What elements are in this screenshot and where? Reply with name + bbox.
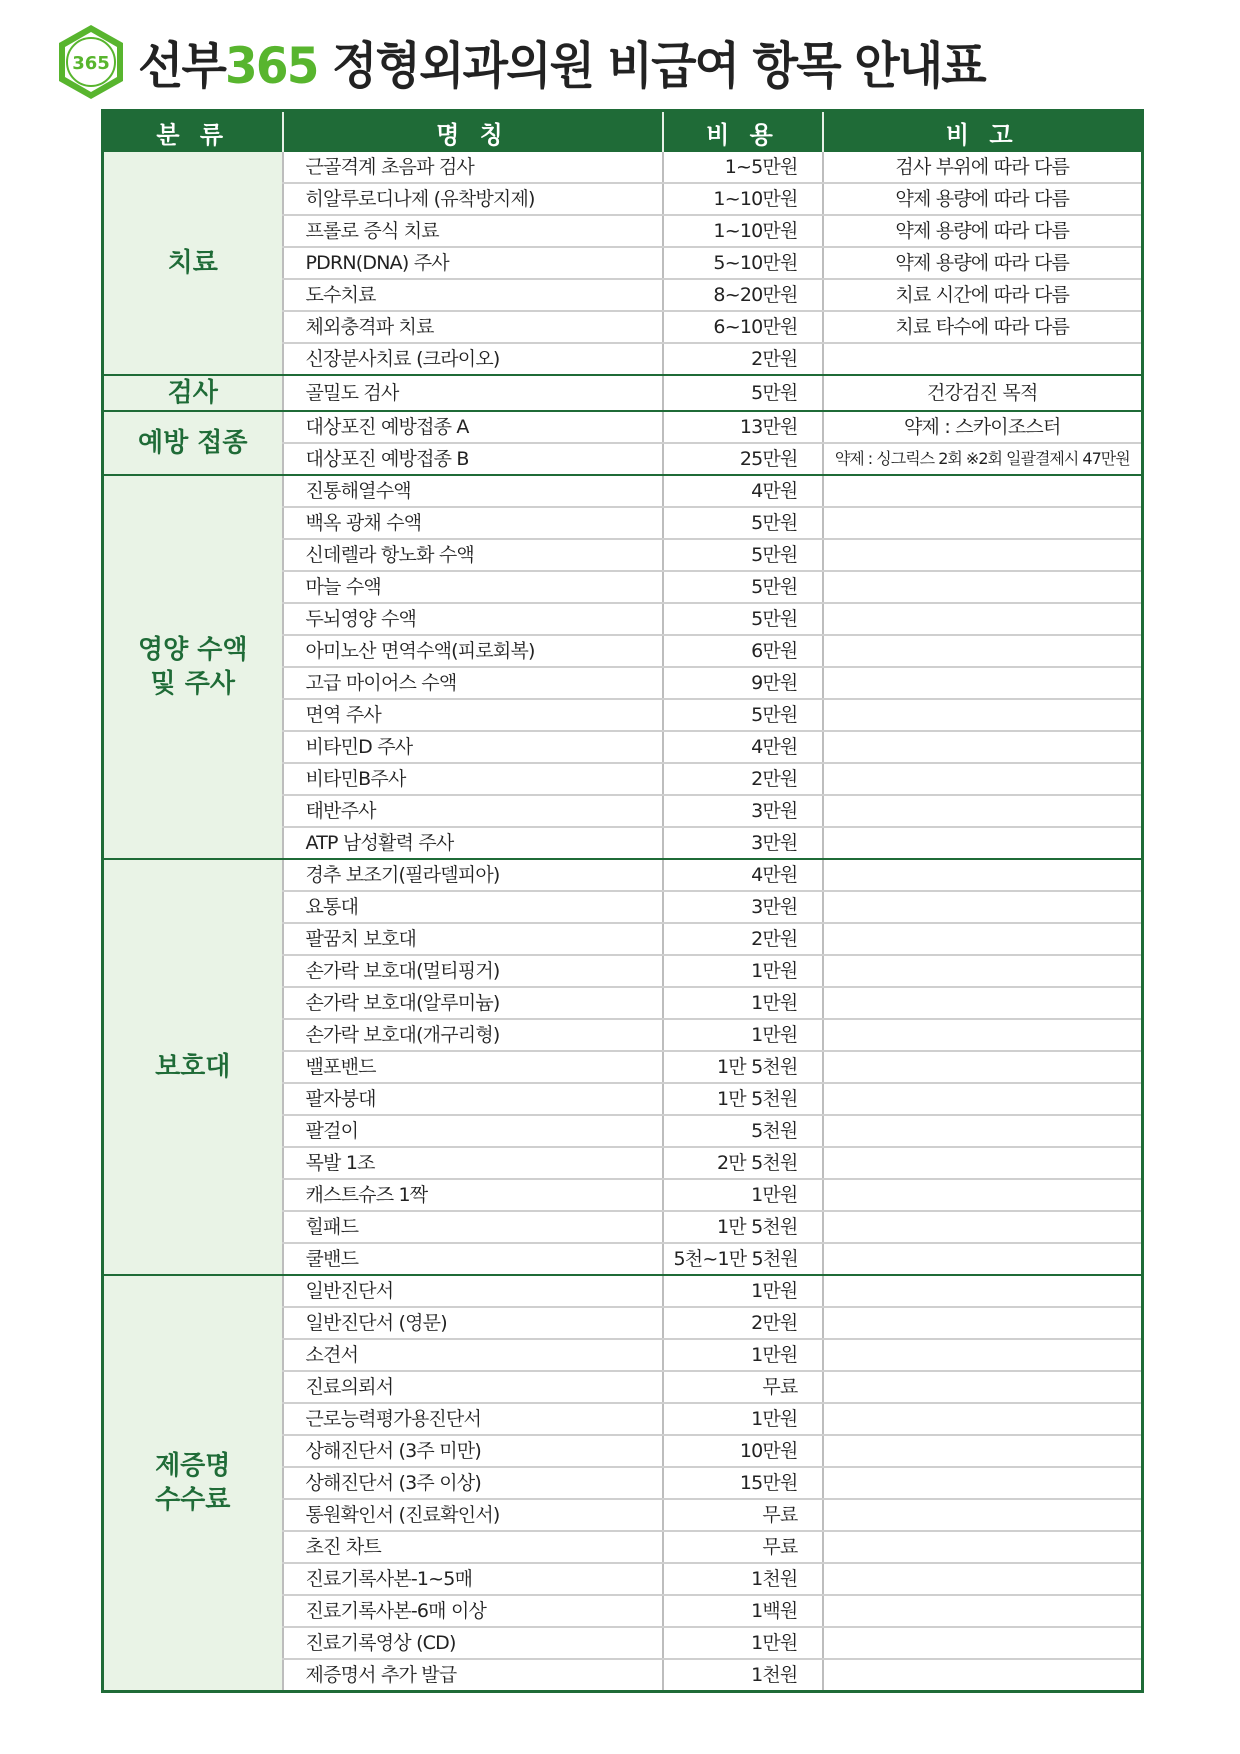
category-cell: 검사	[103, 375, 283, 411]
item-cost: 25만원	[663, 443, 823, 475]
item-note	[823, 1147, 1143, 1179]
item-cost: 1만원	[663, 1339, 823, 1371]
item-name: 신데렐라 항노화 수액	[283, 539, 663, 571]
item-note	[823, 1531, 1143, 1563]
item-cost: 무료	[663, 1499, 823, 1531]
item-cost: 5만원	[663, 539, 823, 571]
item-name: 태반주사	[283, 795, 663, 827]
clinic-logo	[56, 23, 126, 101]
item-note	[823, 923, 1143, 955]
item-cost: 무료	[663, 1371, 823, 1403]
item-name: 고급 마이어스 수액	[283, 667, 663, 699]
item-note	[823, 1275, 1143, 1307]
item-note	[823, 1563, 1143, 1595]
item-name: 힐패드	[283, 1211, 663, 1243]
header-name: 명 칭	[283, 111, 663, 153]
table-row	[103, 375, 1143, 411]
item-note	[823, 1659, 1143, 1692]
item-name: 두뇌영양 수액	[283, 603, 663, 635]
table-row	[103, 411, 1143, 443]
item-note	[823, 1179, 1143, 1211]
item-cost: 5~10만원	[663, 247, 823, 279]
item-note	[823, 987, 1143, 1019]
item-name: 상해진단서 (3주 미만)	[283, 1435, 663, 1467]
title-accent: 365	[225, 37, 318, 95]
item-name: 캐스트슈즈 1짝	[283, 1179, 663, 1211]
item-cost: 5만원	[663, 507, 823, 539]
item-note: 약제 : 스카이조스터	[823, 411, 1143, 443]
item-name: 골밀도 검사	[283, 375, 663, 411]
item-cost: 6만원	[663, 635, 823, 667]
item-note: 건강검진 목적	[823, 375, 1143, 411]
item-cost: 2만원	[663, 763, 823, 795]
item-note	[823, 507, 1143, 539]
item-cost: 1~10만원	[663, 183, 823, 215]
item-note	[823, 891, 1143, 923]
item-cost: 5천원	[663, 1115, 823, 1147]
item-cost: 6~10만원	[663, 311, 823, 343]
item-cost: 10만원	[663, 1435, 823, 1467]
item-name: 체외충격파 치료	[283, 311, 663, 343]
item-name: 일반진단서	[283, 1275, 663, 1307]
item-cost: 5만원	[663, 603, 823, 635]
item-cost: 3만원	[663, 795, 823, 827]
item-name: 진료기록사본-6매 이상	[283, 1595, 663, 1627]
item-name: 비타민D 주사	[283, 731, 663, 763]
item-cost: 1천원	[663, 1563, 823, 1595]
item-cost: 1만원	[663, 1275, 823, 1307]
item-note	[823, 795, 1143, 827]
item-cost: 1~10만원	[663, 215, 823, 247]
item-cost: 1만원	[663, 1019, 823, 1051]
item-note	[823, 1051, 1143, 1083]
page-title	[138, 26, 985, 98]
item-cost: 1만 5천원	[663, 1051, 823, 1083]
item-cost: 1~5만원	[663, 152, 823, 183]
item-name: 히알루로디나제 (유착방지제)	[283, 183, 663, 215]
item-cost: 1만 5천원	[663, 1211, 823, 1243]
item-name: 목발 1조	[283, 1147, 663, 1179]
item-cost: 1만원	[663, 1179, 823, 1211]
fee-table	[101, 109, 1144, 1693]
item-name: 상해진단서 (3주 이상)	[283, 1467, 663, 1499]
item-cost: 9만원	[663, 667, 823, 699]
item-note	[823, 699, 1143, 731]
item-cost: 4만원	[663, 475, 823, 507]
item-name: ATP 남성활력 주사	[283, 827, 663, 859]
item-name: 일반진단서 (영문)	[283, 1307, 663, 1339]
item-cost: 13만원	[663, 411, 823, 443]
item-name: 경추 보조기(필라델피아)	[283, 859, 663, 891]
item-cost: 1만 5천원	[663, 1083, 823, 1115]
item-note: 치료 시간에 따라 다름	[823, 279, 1143, 311]
table-row	[103, 1275, 1143, 1307]
title-prefix: 선부	[138, 37, 226, 95]
category-cell: 영양 수액 및 주사	[103, 475, 283, 859]
item-note	[823, 1435, 1143, 1467]
header-note: 비 고	[823, 111, 1143, 153]
item-name: 프롤로 증식 치료	[283, 215, 663, 247]
item-name: 진료의뢰서	[283, 1371, 663, 1403]
item-note	[823, 635, 1143, 667]
item-name: 마늘 수액	[283, 571, 663, 603]
item-note: 약제 용량에 따라 다름	[823, 183, 1143, 215]
item-name: 아미노산 면역수액(피로회복)	[283, 635, 663, 667]
item-name: 진료기록영상 (CD)	[283, 1627, 663, 1659]
fee-table-body	[103, 152, 1143, 1692]
item-note	[823, 603, 1143, 635]
header-category: 분 류	[103, 111, 283, 153]
item-note	[823, 1115, 1143, 1147]
logo-text: 365	[72, 53, 110, 74]
item-name: 근로능력평가용진단서	[283, 1403, 663, 1435]
item-name: 도수치료	[283, 279, 663, 311]
item-name: 신장분사치료 (크라이오)	[283, 343, 663, 375]
item-note	[823, 343, 1143, 375]
item-cost: 2만원	[663, 343, 823, 375]
item-name: 제증명서 추가 발급	[283, 1659, 663, 1692]
item-note	[823, 859, 1143, 891]
item-cost: 3만원	[663, 827, 823, 859]
item-cost: 1천원	[663, 1659, 823, 1692]
item-cost: 1만원	[663, 955, 823, 987]
item-name: 진료기록사본-1~5매	[283, 1563, 663, 1595]
item-note	[823, 1339, 1143, 1371]
item-note	[823, 955, 1143, 987]
item-name: 비타민B주사	[283, 763, 663, 795]
item-name: 팔걸이	[283, 1115, 663, 1147]
item-name: 팔꿈치 보호대	[283, 923, 663, 955]
item-name: 손가락 보호대(멀티핑거)	[283, 955, 663, 987]
item-name: 대상포진 예방접종 A	[283, 411, 663, 443]
category-cell: 치료	[103, 152, 283, 375]
title-suffix: 정형외과의원 비급여 항목 안내표	[332, 37, 985, 95]
item-name: 진통해열수액	[283, 475, 663, 507]
item-note: 검사 부위에 따라 다름	[823, 152, 1143, 183]
item-cost: 무료	[663, 1531, 823, 1563]
item-note	[823, 1083, 1143, 1115]
item-cost: 1만원	[663, 1627, 823, 1659]
item-note	[823, 1371, 1143, 1403]
item-name: 초진 차트	[283, 1531, 663, 1563]
item-cost: 15만원	[663, 1467, 823, 1499]
item-name: 통원확인서 (진료확인서)	[283, 1499, 663, 1531]
item-note	[823, 667, 1143, 699]
item-note	[823, 1595, 1143, 1627]
header-cost: 비 용	[663, 111, 823, 153]
item-note	[823, 1627, 1143, 1659]
item-name: 밸포밴드	[283, 1051, 663, 1083]
item-cost: 5만원	[663, 375, 823, 411]
item-note	[823, 539, 1143, 571]
page-header	[56, 18, 1186, 106]
item-note	[823, 571, 1143, 603]
category-cell: 보호대	[103, 859, 283, 1275]
item-name: 근골격계 초음파 검사	[283, 152, 663, 183]
item-cost: 2만 5천원	[663, 1147, 823, 1179]
item-note	[823, 731, 1143, 763]
item-note	[823, 827, 1143, 859]
item-cost: 2만원	[663, 1307, 823, 1339]
item-note	[823, 1019, 1143, 1051]
item-cost: 4만원	[663, 859, 823, 891]
item-cost: 4만원	[663, 731, 823, 763]
item-note	[823, 1243, 1143, 1275]
table-row	[103, 859, 1143, 891]
item-cost: 5만원	[663, 571, 823, 603]
category-cell: 예방 접종	[103, 411, 283, 475]
item-note	[823, 1499, 1143, 1531]
item-note: 치료 타수에 따라 다름	[823, 311, 1143, 343]
item-note	[823, 1307, 1143, 1339]
item-note	[823, 475, 1143, 507]
table-row	[103, 152, 1143, 183]
item-cost: 5만원	[663, 699, 823, 731]
item-cost: 3만원	[663, 891, 823, 923]
table-row	[103, 475, 1143, 507]
item-note	[823, 1403, 1143, 1435]
category-cell: 제증명 수수료	[103, 1275, 283, 1692]
item-note: 약제 용량에 따라 다름	[823, 247, 1143, 279]
item-cost: 1만원	[663, 1403, 823, 1435]
item-name: 팔자붕대	[283, 1083, 663, 1115]
item-cost: 5천~1만 5천원	[663, 1243, 823, 1275]
item-name: 손가락 보호대(개구리형)	[283, 1019, 663, 1051]
item-note	[823, 1467, 1143, 1499]
item-cost: 2만원	[663, 923, 823, 955]
item-name: 소견서	[283, 1339, 663, 1371]
item-note	[823, 763, 1143, 795]
item-note: 약제 용량에 따라 다름	[823, 215, 1143, 247]
item-name: PDRN(DNA) 주사	[283, 247, 663, 279]
item-name: 백옥 광채 수액	[283, 507, 663, 539]
item-name: 면역 주사	[283, 699, 663, 731]
item-cost: 1백원	[663, 1595, 823, 1627]
item-name: 요통대	[283, 891, 663, 923]
item-name: 쿨밴드	[283, 1243, 663, 1275]
item-cost: 8~20만원	[663, 279, 823, 311]
item-note	[823, 1211, 1143, 1243]
table-header-row	[103, 111, 1143, 153]
item-name: 대상포진 예방접종 B	[283, 443, 663, 475]
item-name: 손가락 보호대(알루미늄)	[283, 987, 663, 1019]
item-note: 약제 : 싱그릭스 2회 ※2회 일괄결제시 47만원	[823, 443, 1143, 475]
item-cost: 1만원	[663, 987, 823, 1019]
